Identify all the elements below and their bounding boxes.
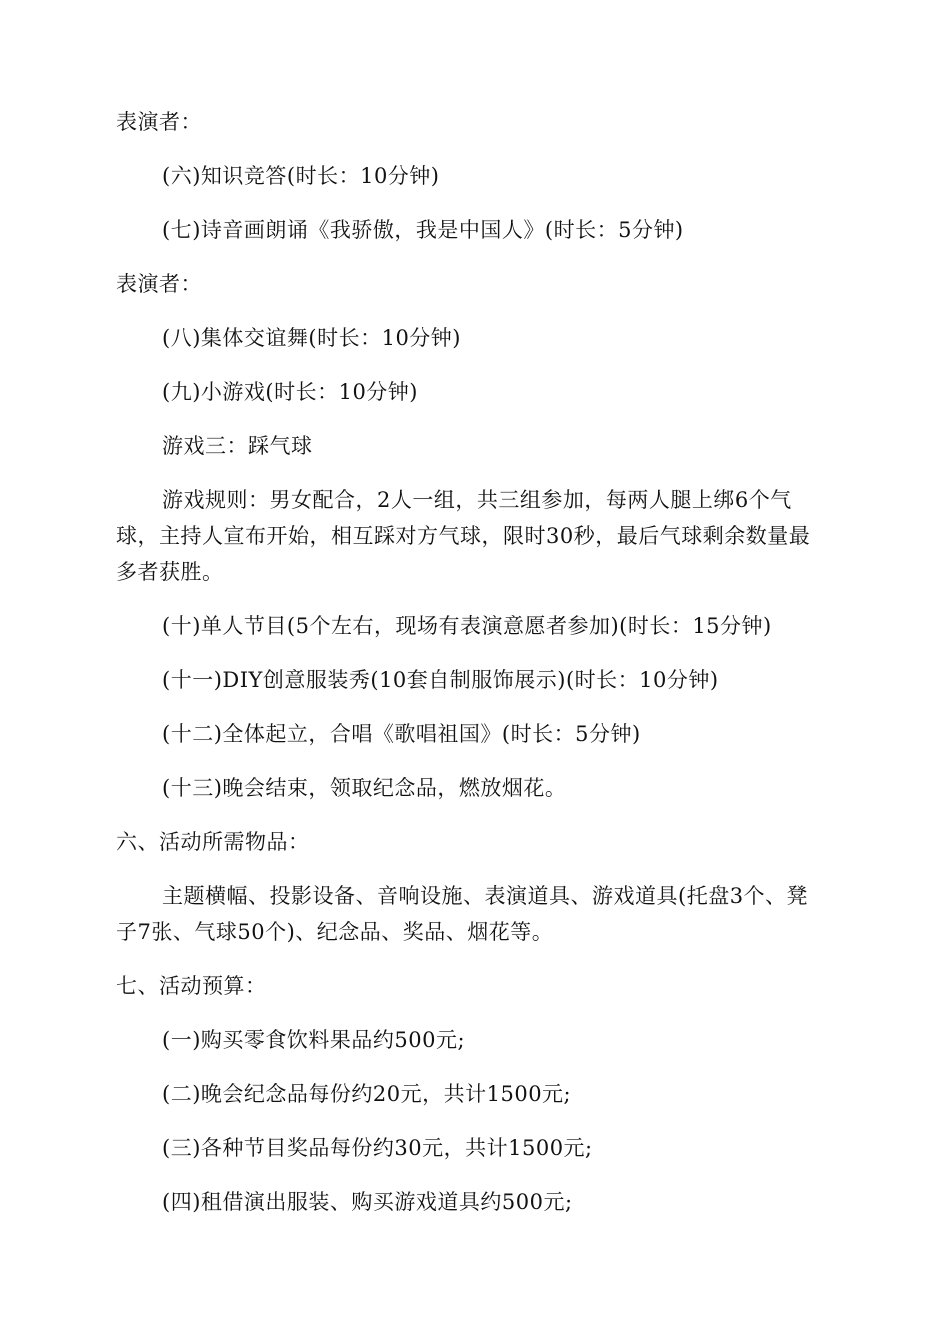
document-body (116, 104, 826, 1238)
program-item-12: (十二)全体起立，合唱《歌唱祖国》(时长：5分钟) (162, 722, 641, 746)
section-heading-budget: 七、活动预算： (116, 974, 267, 998)
program-item-8: (八)集体交谊舞(时长：10分钟) (162, 326, 461, 350)
items-list-paragraph: 主题横幅、投影设备、音响设施、表演道具、游戏道具(托盘3个、凳子7张、气球50个)、纪念品、奖品、烟花等。 (116, 884, 809, 944)
budget-item-1: (一)购买零食饮料果品约500元; (162, 1028, 466, 1052)
game-three-title: 游戏三：踩气球 (162, 434, 313, 458)
program-item-6: (六)知识竞答(时长：10分钟) (162, 164, 440, 188)
performer-label-1: 表演者： (116, 110, 202, 134)
section-heading-items: 六、活动所需物品： (116, 830, 310, 854)
budget-item-4: (四)租借演出服装、购买游戏道具约500元; (162, 1190, 573, 1214)
budget-item-3: (三)各种节目奖品每份约30元，共计1500元; (162, 1136, 593, 1160)
program-item-9: (九)小游戏(时长：10分钟) (162, 380, 418, 404)
performer-label-2: 表演者： (116, 272, 202, 296)
program-item-13: (十三)晚会结束，领取纪念品，燃放烟花。 (162, 776, 567, 800)
program-item-11: (十一)DIY创意服装秀(10套自制服饰展示)(时长：10分钟) (162, 668, 719, 692)
program-item-10: (十)单人节目(5个左右，现场有表演意愿者参加)(时长：15分钟) (162, 614, 772, 638)
budget-item-2: (二)晚会纪念品每份约20元，共计1500元; (162, 1082, 572, 1106)
game-rules-paragraph: 游戏规则：男女配合，2人一组，共三组参加，每两人腿上绑6个气球，主持人宣布开始，相互踩对方气球，限时30秒，最后气球剩余数量最多者获胜。 (116, 488, 811, 584)
program-item-7: (七)诗音画朗诵《我骄傲，我是中国人》(时长：5分钟) (162, 218, 684, 242)
